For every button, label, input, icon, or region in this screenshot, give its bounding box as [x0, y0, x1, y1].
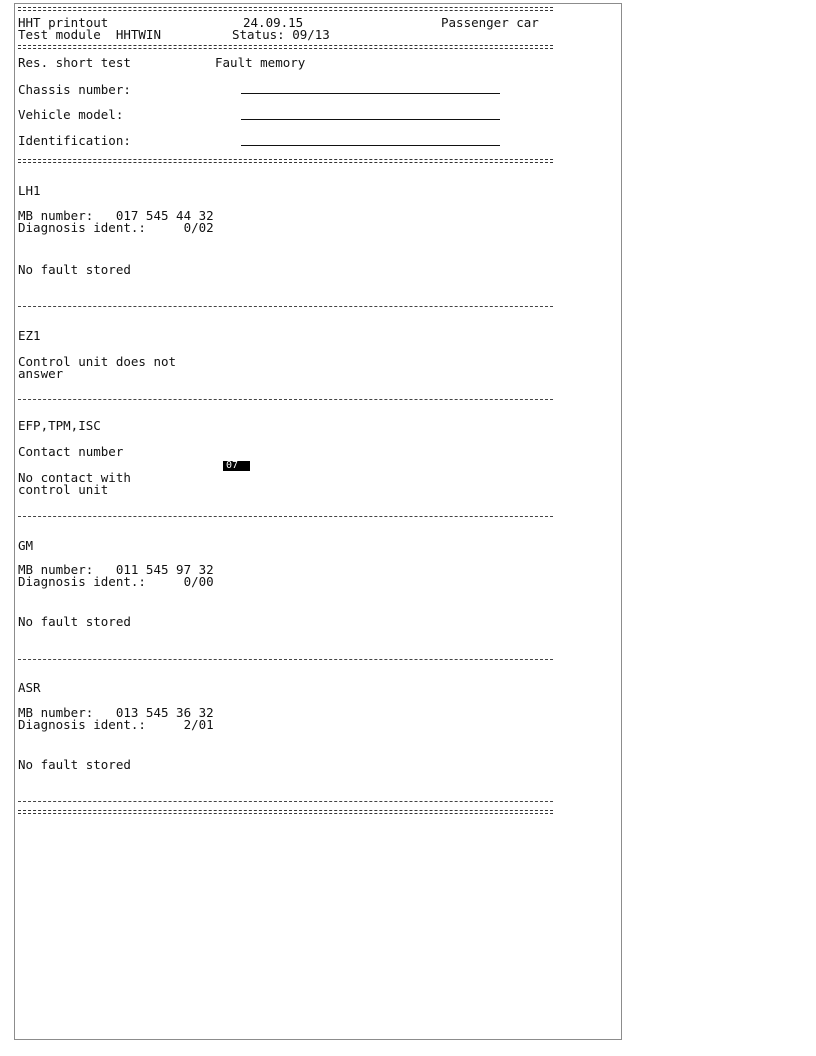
section-divider	[18, 659, 553, 660]
double-divider	[18, 159, 553, 160]
double-divider	[18, 7, 553, 8]
unit-name-gm: GM	[18, 538, 34, 553]
contact-number-label: Contact number	[18, 444, 124, 459]
ez1-message-line2: answer	[18, 366, 64, 381]
mb-number-lh1: MB number: 017 545 44 32	[18, 208, 214, 223]
printout-page	[14, 3, 622, 1040]
unit-name-lh1: LH1	[18, 183, 41, 198]
efp-message-line2: control unit	[18, 482, 109, 497]
identification-line	[241, 145, 500, 146]
section-divider	[18, 399, 553, 400]
vehicle-model-label: Vehicle model:	[18, 107, 124, 122]
test-module: Test module HHTWIN	[18, 27, 161, 42]
unit-name-ez1: EZ1	[18, 328, 41, 343]
double-divider	[18, 810, 553, 811]
fault-result-gm: No fault stored	[18, 614, 131, 629]
section-divider	[18, 516, 553, 517]
section-divider	[18, 306, 553, 307]
ez1-message-line1: Control unit does not	[18, 354, 177, 369]
printout-title: HHT printout	[18, 15, 109, 30]
vehicle-model-line	[241, 119, 500, 120]
mb-number-gm: MB number: 011 545 97 32	[18, 562, 214, 577]
mb-number-asr: MB number: 013 545 36 32	[18, 705, 214, 720]
fault-memory-label: Fault memory	[215, 55, 306, 70]
diagnosis-ident-asr: Diagnosis ident.: 2/01	[18, 717, 214, 732]
section-divider	[18, 801, 553, 802]
unit-name-efp: EFP,TPM,ISC	[18, 418, 101, 433]
efp-message-line1: No contact with	[18, 470, 131, 485]
diagnosis-ident-lh1: Diagnosis ident.: 0/02	[18, 220, 214, 235]
chassis-number-line	[241, 93, 500, 94]
chassis-number-label: Chassis number:	[18, 82, 131, 97]
status-text: Status: 09/13	[232, 27, 330, 42]
contact-number-badge: 07	[223, 461, 250, 471]
double-divider	[18, 45, 553, 46]
fault-result-asr: No fault stored	[18, 757, 131, 772]
vehicle-class: Passenger car	[441, 15, 539, 30]
print-date: 24.09.15	[243, 15, 304, 30]
fault-result-lh1: No fault stored	[18, 262, 131, 277]
short-test-result-label: Res. short test	[18, 55, 131, 70]
unit-name-asr: ASR	[18, 680, 41, 695]
identification-label: Identification:	[18, 133, 131, 148]
diagnosis-ident-gm: Diagnosis ident.: 0/00	[18, 574, 214, 589]
